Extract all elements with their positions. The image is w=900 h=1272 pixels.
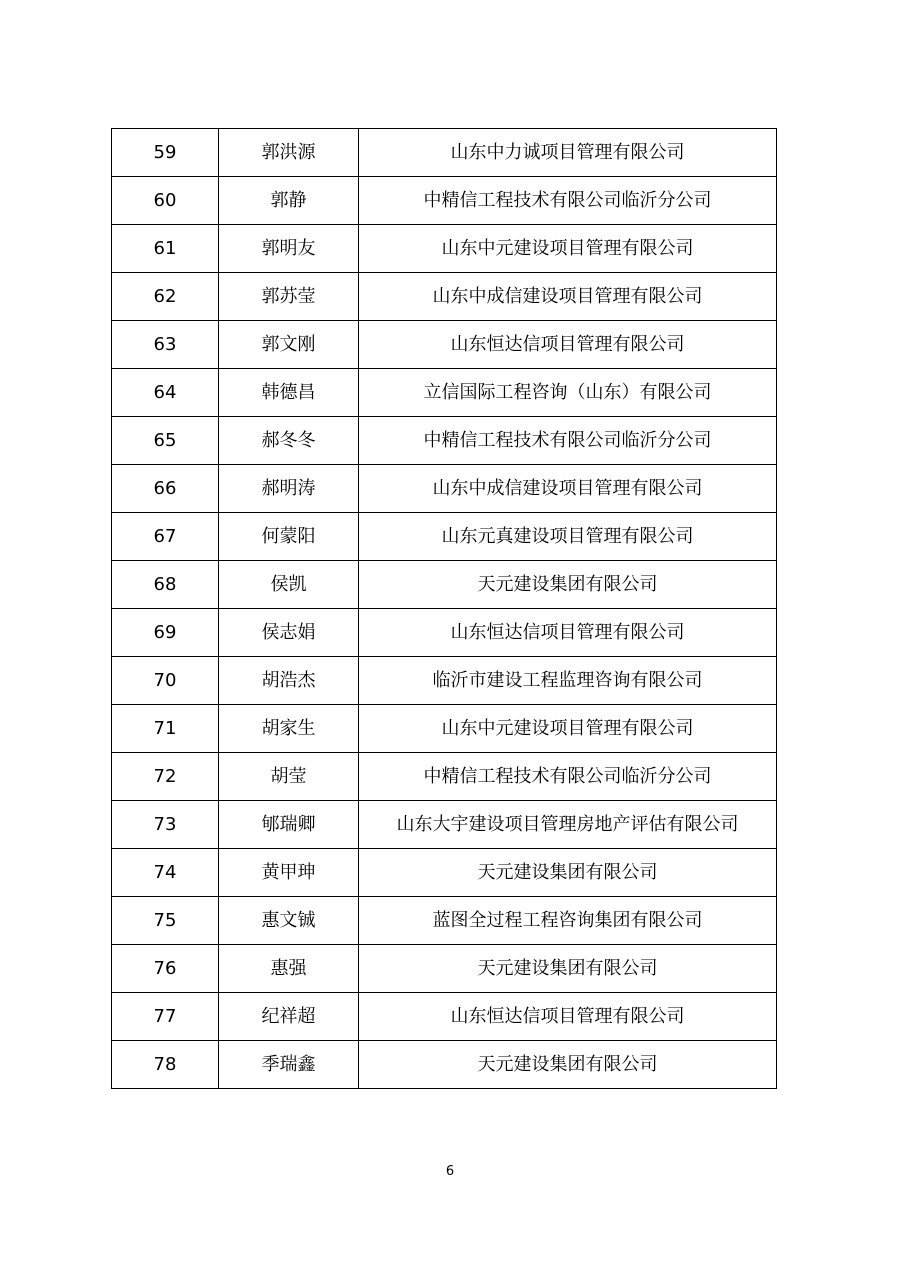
company-name: 山东大宇建设项目管理房地产评估有限公司: [359, 801, 777, 849]
row-number: 74: [112, 849, 219, 897]
row-number: 59: [112, 129, 219, 177]
row-number: 75: [112, 897, 219, 945]
row-number: 61: [112, 225, 219, 273]
table-row: [112, 321, 777, 369]
row-number: 62: [112, 273, 219, 321]
person-name: 何蒙阳: [219, 513, 359, 561]
person-name: 韩德昌: [219, 369, 359, 417]
table-row: [112, 513, 777, 561]
row-number: 71: [112, 705, 219, 753]
table-row: [112, 129, 777, 177]
table-row: [112, 369, 777, 417]
person-name: 季瑞鑫: [219, 1041, 359, 1089]
person-name: 侯凯: [219, 561, 359, 609]
company-name: 山东恒达信项目管理有限公司: [359, 321, 777, 369]
table-row: [112, 177, 777, 225]
person-name: 郝明涛: [219, 465, 359, 513]
roster-body: [112, 129, 777, 1089]
row-number: 78: [112, 1041, 219, 1089]
row-number: 77: [112, 993, 219, 1041]
company-name: 蓝图全过程工程咨询集团有限公司: [359, 897, 777, 945]
table-row: [112, 753, 777, 801]
row-number: 64: [112, 369, 219, 417]
company-name: 山东恒达信项目管理有限公司: [359, 993, 777, 1041]
table-row: [112, 801, 777, 849]
row-number: 72: [112, 753, 219, 801]
row-number: 63: [112, 321, 219, 369]
row-number: 73: [112, 801, 219, 849]
person-name: 郭文刚: [219, 321, 359, 369]
company-name: 天元建设集团有限公司: [359, 561, 777, 609]
person-name: 胡莹: [219, 753, 359, 801]
company-name: 中精信工程技术有限公司临沂分公司: [359, 417, 777, 465]
row-number: 70: [112, 657, 219, 705]
company-name: 中精信工程技术有限公司临沂分公司: [359, 177, 777, 225]
company-name: 山东元真建设项目管理有限公司: [359, 513, 777, 561]
person-name: 郭苏莹: [219, 273, 359, 321]
table-row: [112, 609, 777, 657]
company-name: 山东中成信建设项目管理有限公司: [359, 465, 777, 513]
table-row: [112, 849, 777, 897]
company-name: 天元建设集团有限公司: [359, 945, 777, 993]
company-name: 山东中元建设项目管理有限公司: [359, 225, 777, 273]
table-row: [112, 417, 777, 465]
company-name: 天元建设集团有限公司: [359, 1041, 777, 1089]
row-number: 69: [112, 609, 219, 657]
row-number: 60: [112, 177, 219, 225]
person-name: 郭静: [219, 177, 359, 225]
table-row: [112, 1041, 777, 1089]
company-name: 临沂市建设工程监理咨询有限公司: [359, 657, 777, 705]
row-number: 76: [112, 945, 219, 993]
person-name: 惠文铖: [219, 897, 359, 945]
company-name: 天元建设集团有限公司: [359, 849, 777, 897]
table-row: [112, 273, 777, 321]
table-row: [112, 465, 777, 513]
table-row: [112, 657, 777, 705]
company-name: 山东中力诚项目管理有限公司: [359, 129, 777, 177]
roster-table: [111, 128, 777, 1089]
person-name: 胡家生: [219, 705, 359, 753]
person-name: 侯志娟: [219, 609, 359, 657]
company-name: 立信国际工程咨询（山东）有限公司: [359, 369, 777, 417]
company-name: 山东恒达信项目管理有限公司: [359, 609, 777, 657]
row-number: 68: [112, 561, 219, 609]
person-name: 郭明友: [219, 225, 359, 273]
person-name: 黄甲珅: [219, 849, 359, 897]
table-row: [112, 897, 777, 945]
table-row: [112, 705, 777, 753]
person-name: 郇瑞卿: [219, 801, 359, 849]
person-name: 郭洪源: [219, 129, 359, 177]
person-name: 纪祥超: [219, 993, 359, 1041]
table-row: [112, 561, 777, 609]
table-row: [112, 993, 777, 1041]
table-row: [112, 225, 777, 273]
company-name: 山东中元建设项目管理有限公司: [359, 705, 777, 753]
company-name: 中精信工程技术有限公司临沂分公司: [359, 753, 777, 801]
person-name: 郝冬冬: [219, 417, 359, 465]
table-row: [112, 945, 777, 993]
company-name: 山东中成信建设项目管理有限公司: [359, 273, 777, 321]
person-name: 胡浩杰: [219, 657, 359, 705]
row-number: 66: [112, 465, 219, 513]
row-number: 67: [112, 513, 219, 561]
person-name: 惠强: [219, 945, 359, 993]
page-number: 6: [445, 1164, 455, 1179]
row-number: 65: [112, 417, 219, 465]
